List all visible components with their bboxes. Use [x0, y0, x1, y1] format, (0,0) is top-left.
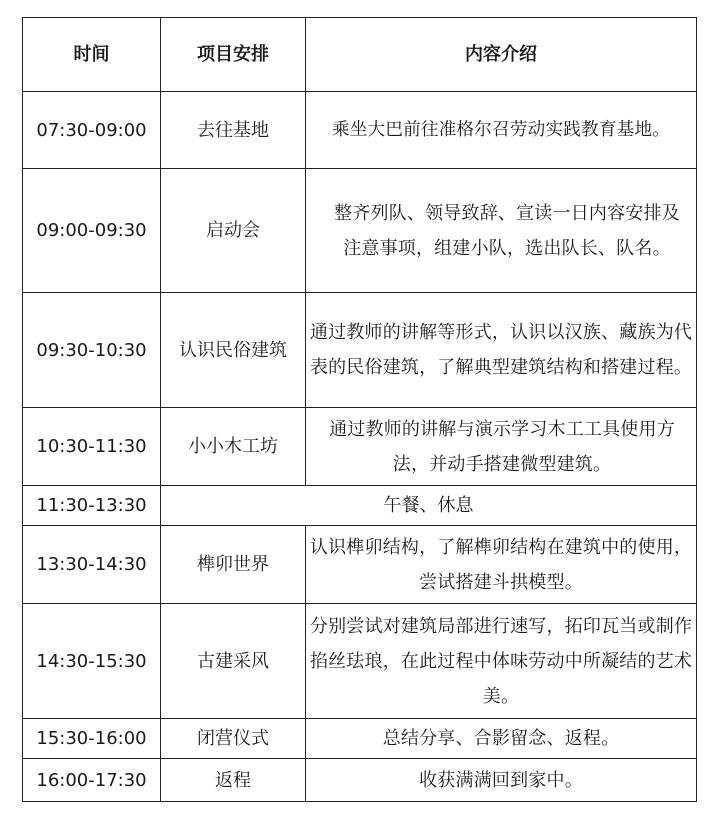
item-cell: 闭营仪式	[161, 719, 306, 759]
header-time: 时间	[23, 18, 161, 92]
header-row	[23, 18, 697, 92]
table-row	[23, 169, 697, 293]
table-row	[23, 604, 697, 719]
content-cell: 通过教师的讲解等形式，认识以汉族、藏族为代表的民俗建筑，了解典型建筑结构和搭建过程。	[306, 293, 697, 408]
lunch-break-cell: 午餐、休息	[161, 486, 697, 526]
item-cell: 返程	[161, 759, 306, 802]
table-row	[23, 759, 697, 802]
item-cell: 去往基地	[161, 92, 306, 169]
schedule-table	[22, 17, 697, 802]
table-row	[23, 408, 697, 486]
time-cell: 16:00-17:30	[23, 759, 161, 802]
content-cell: 通过教师的讲解与演示学习木工工具使用方法，并动手搭建微型建筑。	[306, 408, 697, 486]
item-cell: 小小木工坊	[161, 408, 306, 486]
item-cell: 古建采风	[161, 604, 306, 719]
header-content: 内容介绍	[306, 18, 697, 92]
table-row	[23, 719, 697, 759]
content-cell: 乘坐大巴前往准格尔召劳动实践教育基地。	[306, 92, 697, 169]
time-cell: 09:00-09:30	[23, 169, 161, 293]
time-cell: 11:30-13:30	[23, 486, 161, 526]
table-row	[23, 526, 697, 604]
time-cell: 07:30-09:00	[23, 92, 161, 169]
table-row	[23, 92, 697, 169]
item-cell: 认识民俗建筑	[161, 293, 306, 408]
item-cell: 启动会	[161, 169, 306, 293]
time-cell: 10:30-11:30	[23, 408, 161, 486]
content-cell: 收获满满回到家中。	[306, 759, 697, 802]
content-cell: 认识榫卯结构，了解榫卯结构在建筑中的使用，尝试搭建斗拱模型。	[306, 526, 697, 604]
content-cell: 分别尝试对建筑局部进行速写，拓印瓦当或制作掐丝珐琅，在此过程中体味劳动中所凝结的艺术美。	[306, 604, 697, 719]
table-row	[23, 293, 697, 408]
time-cell: 13:30-14:30	[23, 526, 161, 604]
time-cell: 09:30-10:30	[23, 293, 161, 408]
table-row	[23, 486, 697, 526]
content-cell: 总结分享、合影留念、返程。	[306, 719, 697, 759]
item-cell: 榫卯世界	[161, 526, 306, 604]
content-cell: 整齐列队、领导致辞、宣读一日内容安排及注意事项，组建小队，选出队长、队名。	[306, 169, 697, 293]
header-item: 项目安排	[161, 18, 306, 92]
time-cell: 15:30-16:00	[23, 719, 161, 759]
time-cell: 14:30-15:30	[23, 604, 161, 719]
